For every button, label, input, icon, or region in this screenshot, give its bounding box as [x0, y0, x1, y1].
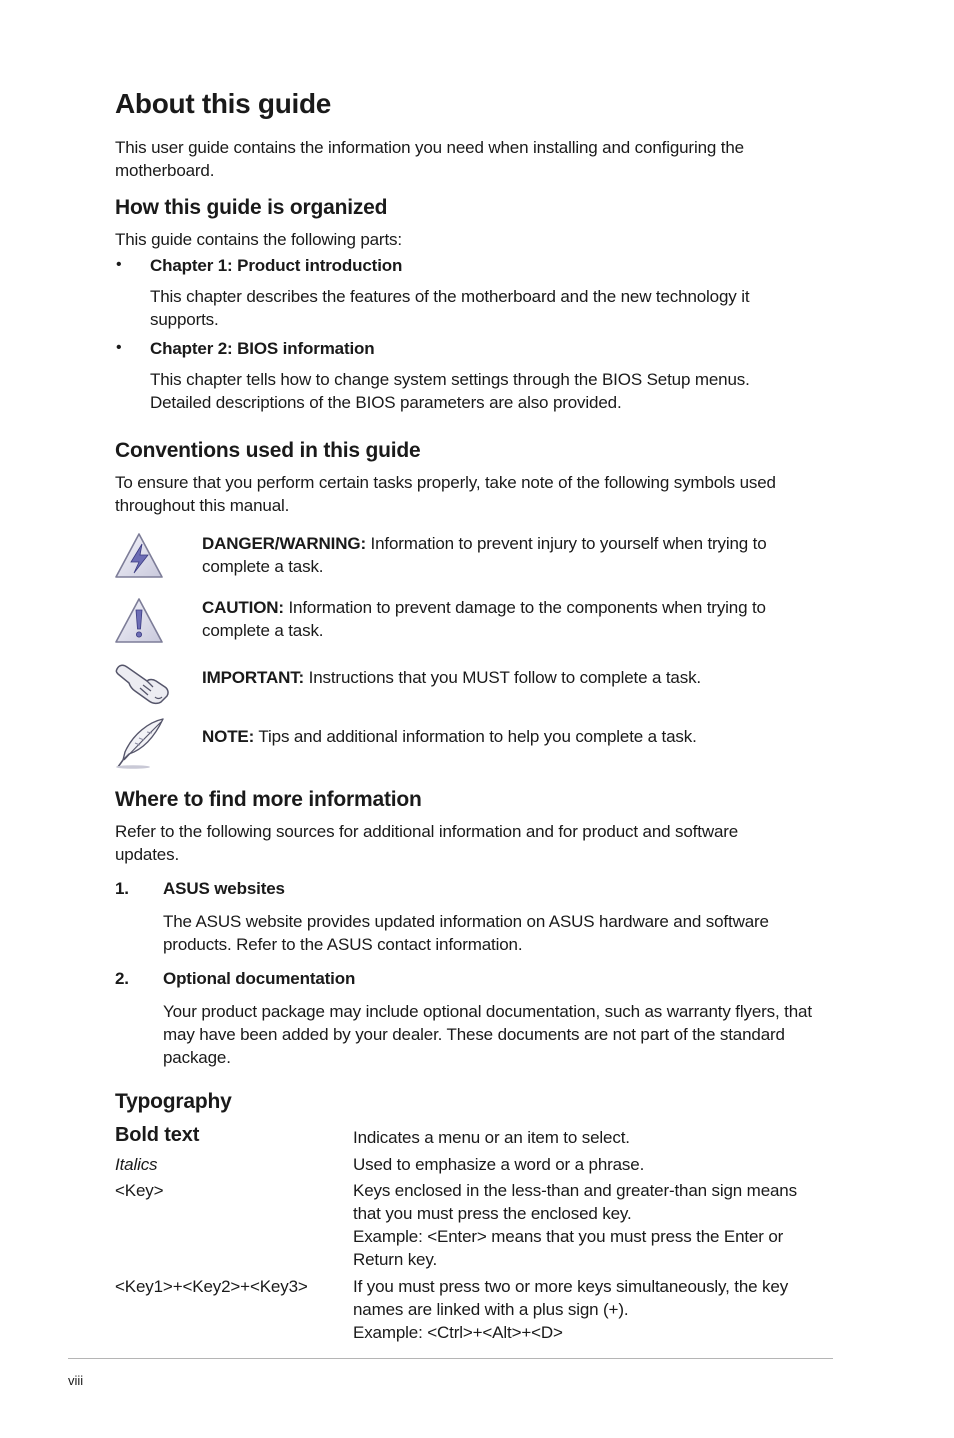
- typography-example-key: Example: <Enter> means that you must press the Enter or Return key.: [353, 1227, 784, 1269]
- danger-warning-desc: Information to prevent injury to yourself when trying to complete a task.: [202, 534, 767, 576]
- important-desc: Instructions that you MUST follow to complete a task.: [304, 668, 701, 687]
- note-quill-icon: [113, 716, 169, 770]
- typography-desc-bold: Indicates a menu or an item to select.: [353, 1128, 630, 1147]
- bullet: •: [116, 256, 122, 273]
- typography-term-key-combo: <Key1>+<Key2>+<Key3>: [115, 1277, 308, 1296]
- page-number: viii: [68, 1373, 84, 1388]
- chapter-1-desc: This chapter describes the features of the motherboard and the new technology it supports.: [150, 287, 750, 329]
- important-text: [202, 666, 812, 689]
- optional-docs-title: Optional documentation: [163, 969, 356, 988]
- danger-warning-label: DANGER/WARNING:: [202, 534, 366, 553]
- intro-paragraph: This user guide contains the information you need when installing and configuring the motherboard.: [115, 138, 744, 180]
- typography-desc-italics: Used to emphasize a word or a phrase.: [353, 1155, 645, 1174]
- list-number: 2.: [115, 969, 129, 988]
- note-text: [202, 725, 812, 748]
- page-title: About this guide: [115, 88, 332, 119]
- more-info-lead: Refer to the following sources for additional information and for product and software updates.: [115, 822, 739, 864]
- typography-example-key-combo: Example: <Ctrl>+<Alt>+<D>: [353, 1323, 563, 1342]
- asus-websites-title: ASUS websites: [163, 879, 285, 898]
- section-heading-conventions: Conventions used in this guide: [115, 439, 421, 462]
- caution-icon: [113, 596, 165, 646]
- typography-desc-key-combo: If you must press two or more keys simultaneously, the key names are linked with a plus sign (+).: [353, 1277, 789, 1319]
- note-label: NOTE:: [202, 727, 255, 746]
- chapter-2-title: Chapter 2: BIOS information: [150, 339, 375, 358]
- caution-text: [202, 596, 812, 642]
- list-number: 1.: [115, 879, 129, 898]
- important-hand-icon: [113, 659, 173, 705]
- chapter-2-desc: This chapter tells how to change system settings through the BIOS Setup menus. Detailed descriptions of the BIOS parameters are also provided.: [150, 370, 750, 412]
- footer-divider: [68, 1358, 833, 1359]
- asus-websites-desc: The ASUS website provides updated information on ASUS hardware and software products. Refer to the ASUS contact information.: [163, 912, 769, 954]
- caution-label: CAUTION:: [202, 598, 284, 617]
- bullet: •: [116, 339, 122, 356]
- conventions-lead: To ensure that you perform certain tasks properly, take note of the following symbols used throughout this manual.: [115, 473, 776, 515]
- typography-desc-key: Keys enclosed in the less-than and greater-than sign means that you must press the enclosed key.: [353, 1181, 797, 1223]
- typography-term-bold: Bold text: [115, 1124, 200, 1146]
- danger-warning-icon: [113, 531, 165, 581]
- section-heading-more-info: Where to find more information: [115, 788, 422, 811]
- caution-desc: Information to prevent damage to the components when trying to complete a task.: [202, 598, 766, 640]
- organized-lead: This guide contains the following parts:: [115, 230, 402, 249]
- chapter-1-title: Chapter 1: Product introduction: [150, 256, 403, 275]
- section-heading-typography: Typography: [115, 1090, 232, 1113]
- important-label: IMPORTANT:: [202, 668, 305, 687]
- danger-warning-text: [202, 532, 812, 578]
- typography-term-italics: Italics: [115, 1155, 158, 1174]
- note-desc: Tips and additional information to help you complete a task.: [254, 727, 697, 746]
- typography-term-key: <Key>: [115, 1181, 164, 1200]
- section-heading-organized: How this guide is organized: [115, 196, 388, 219]
- optional-docs-desc: Your product package may include optional documentation, such as warranty flyers, that may have been added by your dealer. These documents are not part of the standard package.: [163, 1002, 812, 1067]
